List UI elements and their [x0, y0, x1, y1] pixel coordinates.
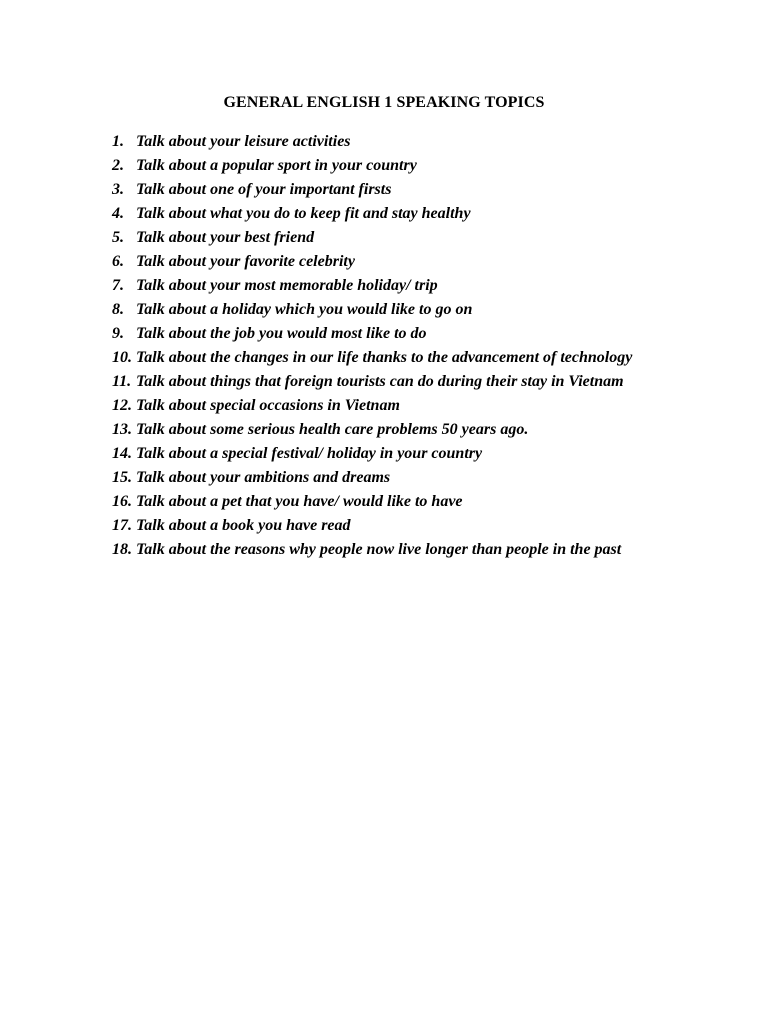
list-item: [112, 322, 712, 346]
topic-text: Talk about the job you would most like to do: [136, 325, 427, 342]
topic-number: 12.: [112, 397, 132, 414]
list-item: [112, 442, 712, 466]
list-item: [112, 394, 712, 418]
list-item: [112, 538, 712, 562]
topic-text: Talk about a popular sport in your country: [136, 157, 417, 174]
topic-number: 17.: [112, 517, 132, 534]
list-item: [112, 466, 712, 490]
topic-text: Talk about a special festival/ holiday in your country: [136, 445, 483, 462]
list-item: [112, 370, 712, 394]
topic-number: 5.: [112, 229, 124, 246]
topic-number: 2.: [112, 157, 124, 174]
list-item: [112, 346, 712, 370]
topic-number: 16.: [112, 493, 132, 510]
list-item: [112, 202, 712, 226]
topic-number: 14.: [112, 445, 132, 462]
topic-number: 9.: [112, 325, 124, 342]
topic-number: 11.: [112, 373, 132, 390]
topic-list: [112, 130, 712, 562]
topic-number: 10.: [112, 349, 132, 366]
topic-text: Talk about special occasions in Vietnam: [136, 397, 400, 414]
topic-text: Talk about your leisure activities: [136, 133, 351, 150]
topic-number: 6.: [112, 253, 124, 270]
topic-text: Talk about the reasons why people now live longer than people in the past: [136, 541, 622, 558]
topic-number: 18.: [112, 541, 132, 558]
topic-number: 8.: [112, 301, 124, 318]
list-item: [112, 226, 712, 250]
list-item: [112, 490, 712, 514]
list-item: [112, 154, 712, 178]
topic-text: Talk about the changes in our life thanks to the advancement of technology: [136, 349, 633, 366]
topic-text: Talk about your best friend: [136, 229, 315, 246]
topic-number: 13.: [112, 421, 132, 438]
topic-text: Talk about some serious health care problems 50 years ago.: [136, 421, 529, 438]
topic-number: 7.: [112, 277, 124, 294]
topic-text: Talk about your ambitions and dreams: [136, 469, 391, 486]
document-title: GENERAL ENGLISH 1 SPEAKING TOPICS: [223, 94, 545, 111]
topic-text: Talk about a book you have read: [136, 517, 351, 534]
topic-text: Talk about what you do to keep fit and stay healthy: [136, 205, 471, 222]
topic-number: 15.: [112, 469, 132, 486]
topic-text: Talk about things that foreign tourists can do during their stay in Vietnam: [136, 373, 624, 390]
list-item: [112, 250, 712, 274]
topic-text: Talk about one of your important firsts: [136, 181, 392, 198]
topic-text: Talk about your favorite celebrity: [136, 253, 355, 270]
topic-number: 1.: [112, 133, 124, 150]
list-item: [112, 178, 712, 202]
topic-number: 3.: [112, 181, 124, 198]
topic-number: 4.: [112, 205, 124, 222]
list-item: [112, 274, 712, 298]
list-item: [112, 130, 712, 154]
topic-text: Talk about a pet that you have/ would like to have: [136, 493, 463, 510]
list-item: [112, 514, 712, 538]
topic-text: Talk about a holiday which you would like to go on: [136, 301, 473, 318]
list-item: [112, 418, 712, 442]
list-item: [112, 298, 712, 322]
topic-text: Talk about your most memorable holiday/ trip: [136, 277, 438, 294]
